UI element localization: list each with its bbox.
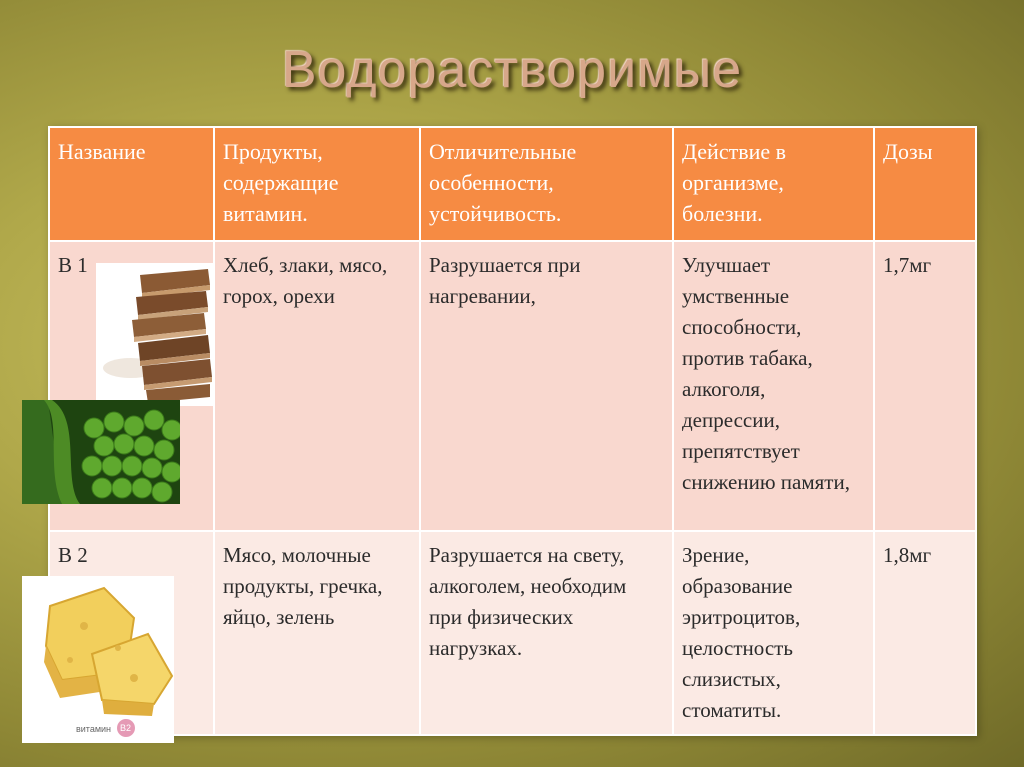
- vitamin-badge: B2: [120, 723, 132, 733]
- vitamins-table: [48, 126, 977, 736]
- cheese-image: [22, 576, 174, 743]
- table-row: [49, 531, 976, 735]
- header-features: Отличительные особенности, устойчивость.: [420, 127, 673, 241]
- header-action: Действие в организме, болезни.: [673, 127, 874, 241]
- cell-action: Улучшает умственные способности, против табака, алкоголя, депрессии, препятствует снижению памяти,: [673, 241, 874, 531]
- peas-image: [22, 400, 180, 504]
- cell-name: В 2: [49, 531, 214, 735]
- header-products: Продукты, содержащие витамин.: [214, 127, 420, 241]
- slide-title: Водорастворимые: [281, 41, 743, 99]
- table-header-row: [49, 127, 976, 241]
- cell-features: Разрушается на свету, алкоголем, необходим при физических нагрузках.: [420, 531, 673, 735]
- cell-name: В 1: [49, 241, 214, 531]
- bread-image: [96, 263, 214, 406]
- cell-products: Хлеб, злаки, мясо, горох, орехи: [214, 241, 420, 531]
- cell-dose: 1,7мг: [874, 241, 976, 531]
- cell-action: Зрение, образование эритроцитов, целостность слизистых, стоматиты.: [673, 531, 874, 735]
- cheese-label: витамин: [76, 724, 112, 734]
- header-name: Название: [49, 127, 214, 241]
- cell-products: Мясо, молочные продукты, гречка, яйцо, зелень: [214, 531, 420, 735]
- cell-dose: 1,8мг: [874, 531, 976, 735]
- header-doses: Дозы: [874, 127, 976, 241]
- cell-features: Разрушается при нагревании,: [420, 241, 673, 531]
